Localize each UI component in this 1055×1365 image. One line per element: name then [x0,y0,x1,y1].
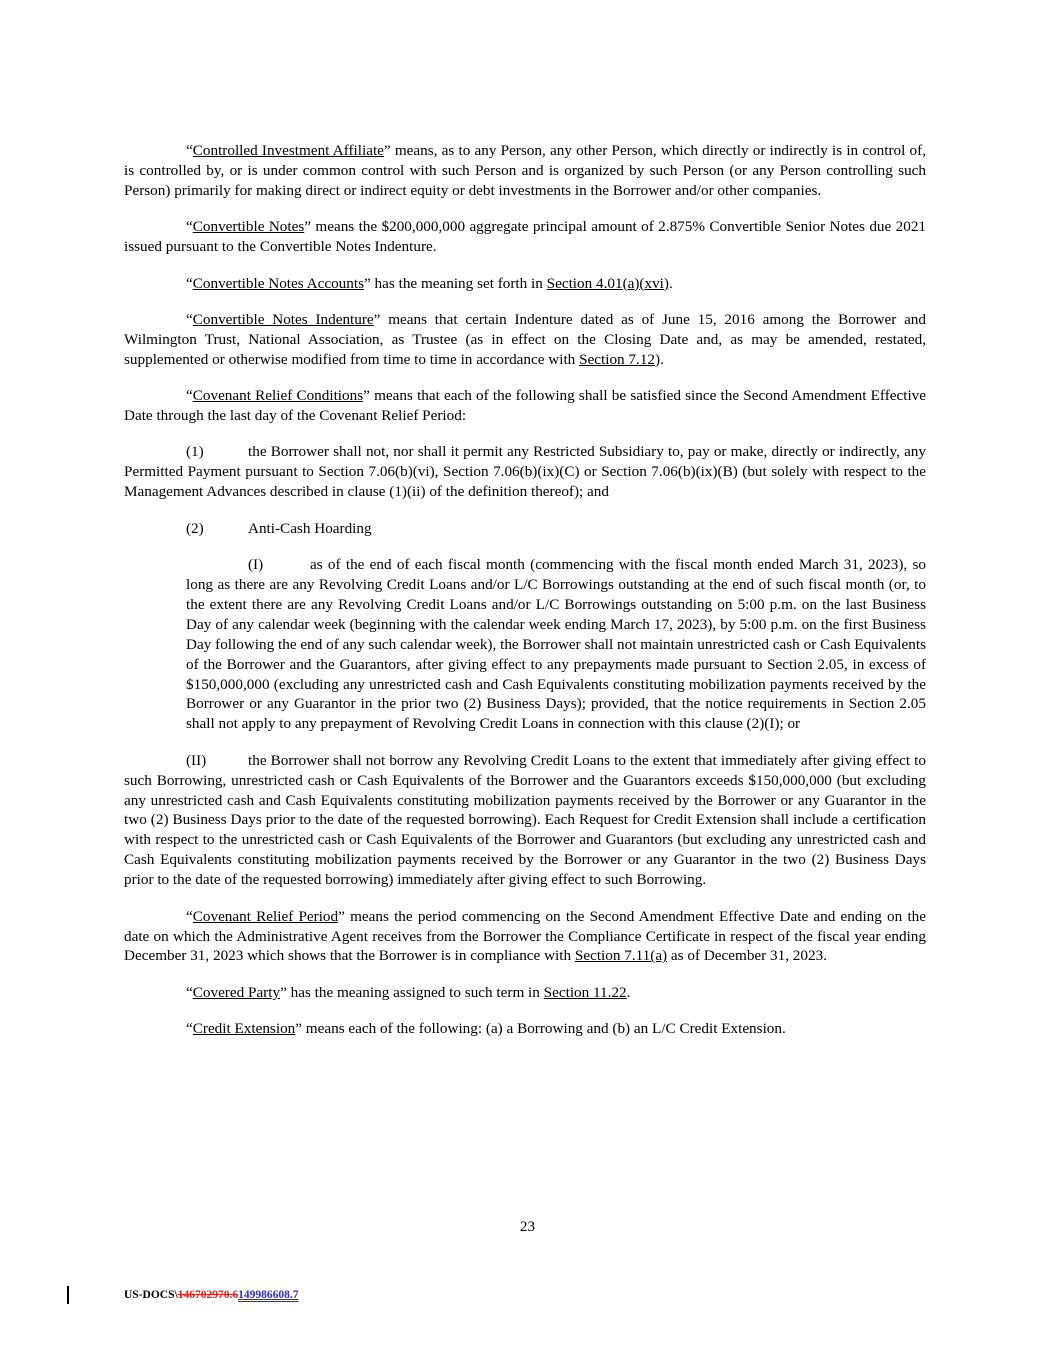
clause-2-I [186,555,926,734]
definition-text: ” means the period commencing on the Second Amendment Effective Date and ending on the date on which the Administrative Agent receives from the Borrower the Compliance Certificate in respect of the fiscal year ending December 31, 2023 which shows that the Borrower is in compliance with [124,907,927,965]
definition-text: ” means that each of the following shall be satisfied since the Second Amendment Effective Date through the last day of the Covenant Relief Period: [124,387,927,425]
clause-text: the Borrower shall not borrow any Revolving Credit Loans to the extent that immediately after giving effect to such Borrowing, unrestricted cash or Cash Equivalents of the Borrower and the Guarantors exceeds $150,000,000 (but excluding any unrestricted cash and Cash Equivalents constituting mobilization payments received by the Borrower or any Guarantor in the two (2) Business Days prior to the date of the requested borrowing). Each Request for Credit Extension shall include a certification with respect to the unrestricted cash or Cash Equivalents of the Borrower and Guarantors (but excluding any unrestricted cash and Cash Equivalents constituting mobilization payments received by the Borrower or any Guarantor in the two (2) Business Days prior to the date of the requested borrowing) immediately after giving effect to such Borrowing. [124,751,926,889]
definition-end: ). [655,350,664,368]
document-id-footer [124,1289,298,1301]
deleted-document-id: 146702970.6 [177,1289,239,1301]
definition-text: ” means each of the following: (a) a Borrowing and (b) an L/C Credit Extension. [295,1020,786,1038]
clause-2-II [124,751,926,890]
defined-term: Covenant Relief Conditions [192,387,364,405]
definition-controlled-investment-affiliate [124,141,926,201]
clause-number: (I) [248,556,264,574]
definition-text: ” has the meaning assigned to such term in [280,983,544,1001]
clause-2-I-block [186,555,926,734]
defined-term: Convertible Notes Accounts [192,274,365,292]
open-quote: “ [186,907,193,925]
definition-covenant-relief-period [124,907,926,967]
definition-convertible-notes-accounts [124,274,926,294]
section-reference: Section 7.11(a) [574,947,668,965]
defined-term: Convertible Notes [192,218,305,236]
definition-covered-party [124,983,926,1003]
definition-end: . [668,274,673,292]
definition-convertible-notes-indenture [124,310,926,370]
clause-text: as of the end of each fiscal month (commencing with the fiscal month ended March 31, 2023), so long as there are any Revolving Credit Loans and/or L/C Borrowings outstanding at the end of such fiscal month (or, to the extent there are any Revolving Credit Loans and/or L/C Borrowings outstanding on 5:00 p.m. on the last Business Day of any calendar week (beginning with the calendar week ending March 17, 2023), by 5:00 p.m. on the first Business Day following the end of any such calendar week), the Borrower shall not maintain unrestricted cash or Cash Equivalents of the Borrower and the Guarantors, after giving effect to any prepayments made pursuant to Section 2.05, in excess of $150,000,000 (excluding any unrestricted cash and Cash Equivalents constituting mobilization payments received by the Borrower or any Guarantor in the prior two (2) Business Days); provided, that the notice requirements in Section 2.05 shall not apply to any prepayment of Revolving Credit Loans in connection with this clause (2)(I); or [186,556,926,733]
defined-term: Controlled Investment Affiliate [192,142,384,159]
definition-convertible-notes [124,217,926,257]
defined-term: Credit Extension [192,1020,296,1038]
definition-text: ” means the $200,000,000 aggregate principal amount of 2.875% Convertible Senior Notes due 2021 issued pursuant to the Convertible Notes Indenture. [124,218,927,256]
open-quote: “ [186,218,193,236]
defined-term: Covered Party [192,983,281,1001]
clause-number: (2) [186,519,204,537]
footer-prefix: US-DOCS\ [124,1289,178,1301]
document-body [124,141,926,1056]
clause-text: the Borrower shall not, nor shall it permit any Restricted Subsidiary to, pay or make, directly or indirectly, any Permitted Payment pursuant to Section 7.06(b)(vi), Section 7.06(b)(ix)(C) or Section 7.06(b)(ix)(B) (but solely with respect to the Management Advances described in clause (1)(ii) of the definition thereof); and [124,443,926,501]
section-reference: Section 7.12 [579,350,656,368]
definition-credit-extension [124,1019,926,1039]
defined-term: Covenant Relief Period [192,907,339,925]
section-reference: Section 11.22 [543,983,627,1001]
open-quote: “ [186,142,193,159]
open-quote: “ [186,983,193,1001]
definition-text: ” has the meaning set forth in [364,274,547,292]
clause-text: Anti-Cash Hoarding [248,519,372,537]
defined-term: Convertible Notes Indenture [192,310,374,328]
section-reference: Section 4.01(a)(xvi) [546,274,669,292]
clause-number: (II) [186,751,207,769]
clause-1 [124,442,926,502]
open-quote: “ [186,387,193,405]
definition-text: ” means, as to any Person, any other Person, which directly or indirectly is in control of, is controlled by, or is under common control with such Person and is organized by such Person (or any Person controlling such Person) primarily for making direct or indirect equity or debt investments in the Borrower and/or other companies. [124,142,926,199]
inserted-document-id: 149986608.7 [238,1289,299,1301]
clause-number: (1) [186,443,204,461]
open-quote: “ [186,1020,193,1038]
clause-2 [124,519,926,539]
definition-covenant-relief-conditions [124,386,926,426]
definition-end: as of December 31, 2023. [667,947,827,965]
open-quote: “ [186,274,193,292]
definition-end: . [626,983,631,1001]
open-quote: “ [186,310,193,328]
page-number: 23 [519,1218,536,1235]
definition-text: ” means that certain Indenture dated as of June 15, 2016 among the Borrower and Wilmington Trust, National Association, as Trustee (as in effect on the Closing Date and, as may be amended, restated, supplemented or otherwise modified from time to time in accordance with [124,310,926,368]
change-bar [67,1286,69,1304]
